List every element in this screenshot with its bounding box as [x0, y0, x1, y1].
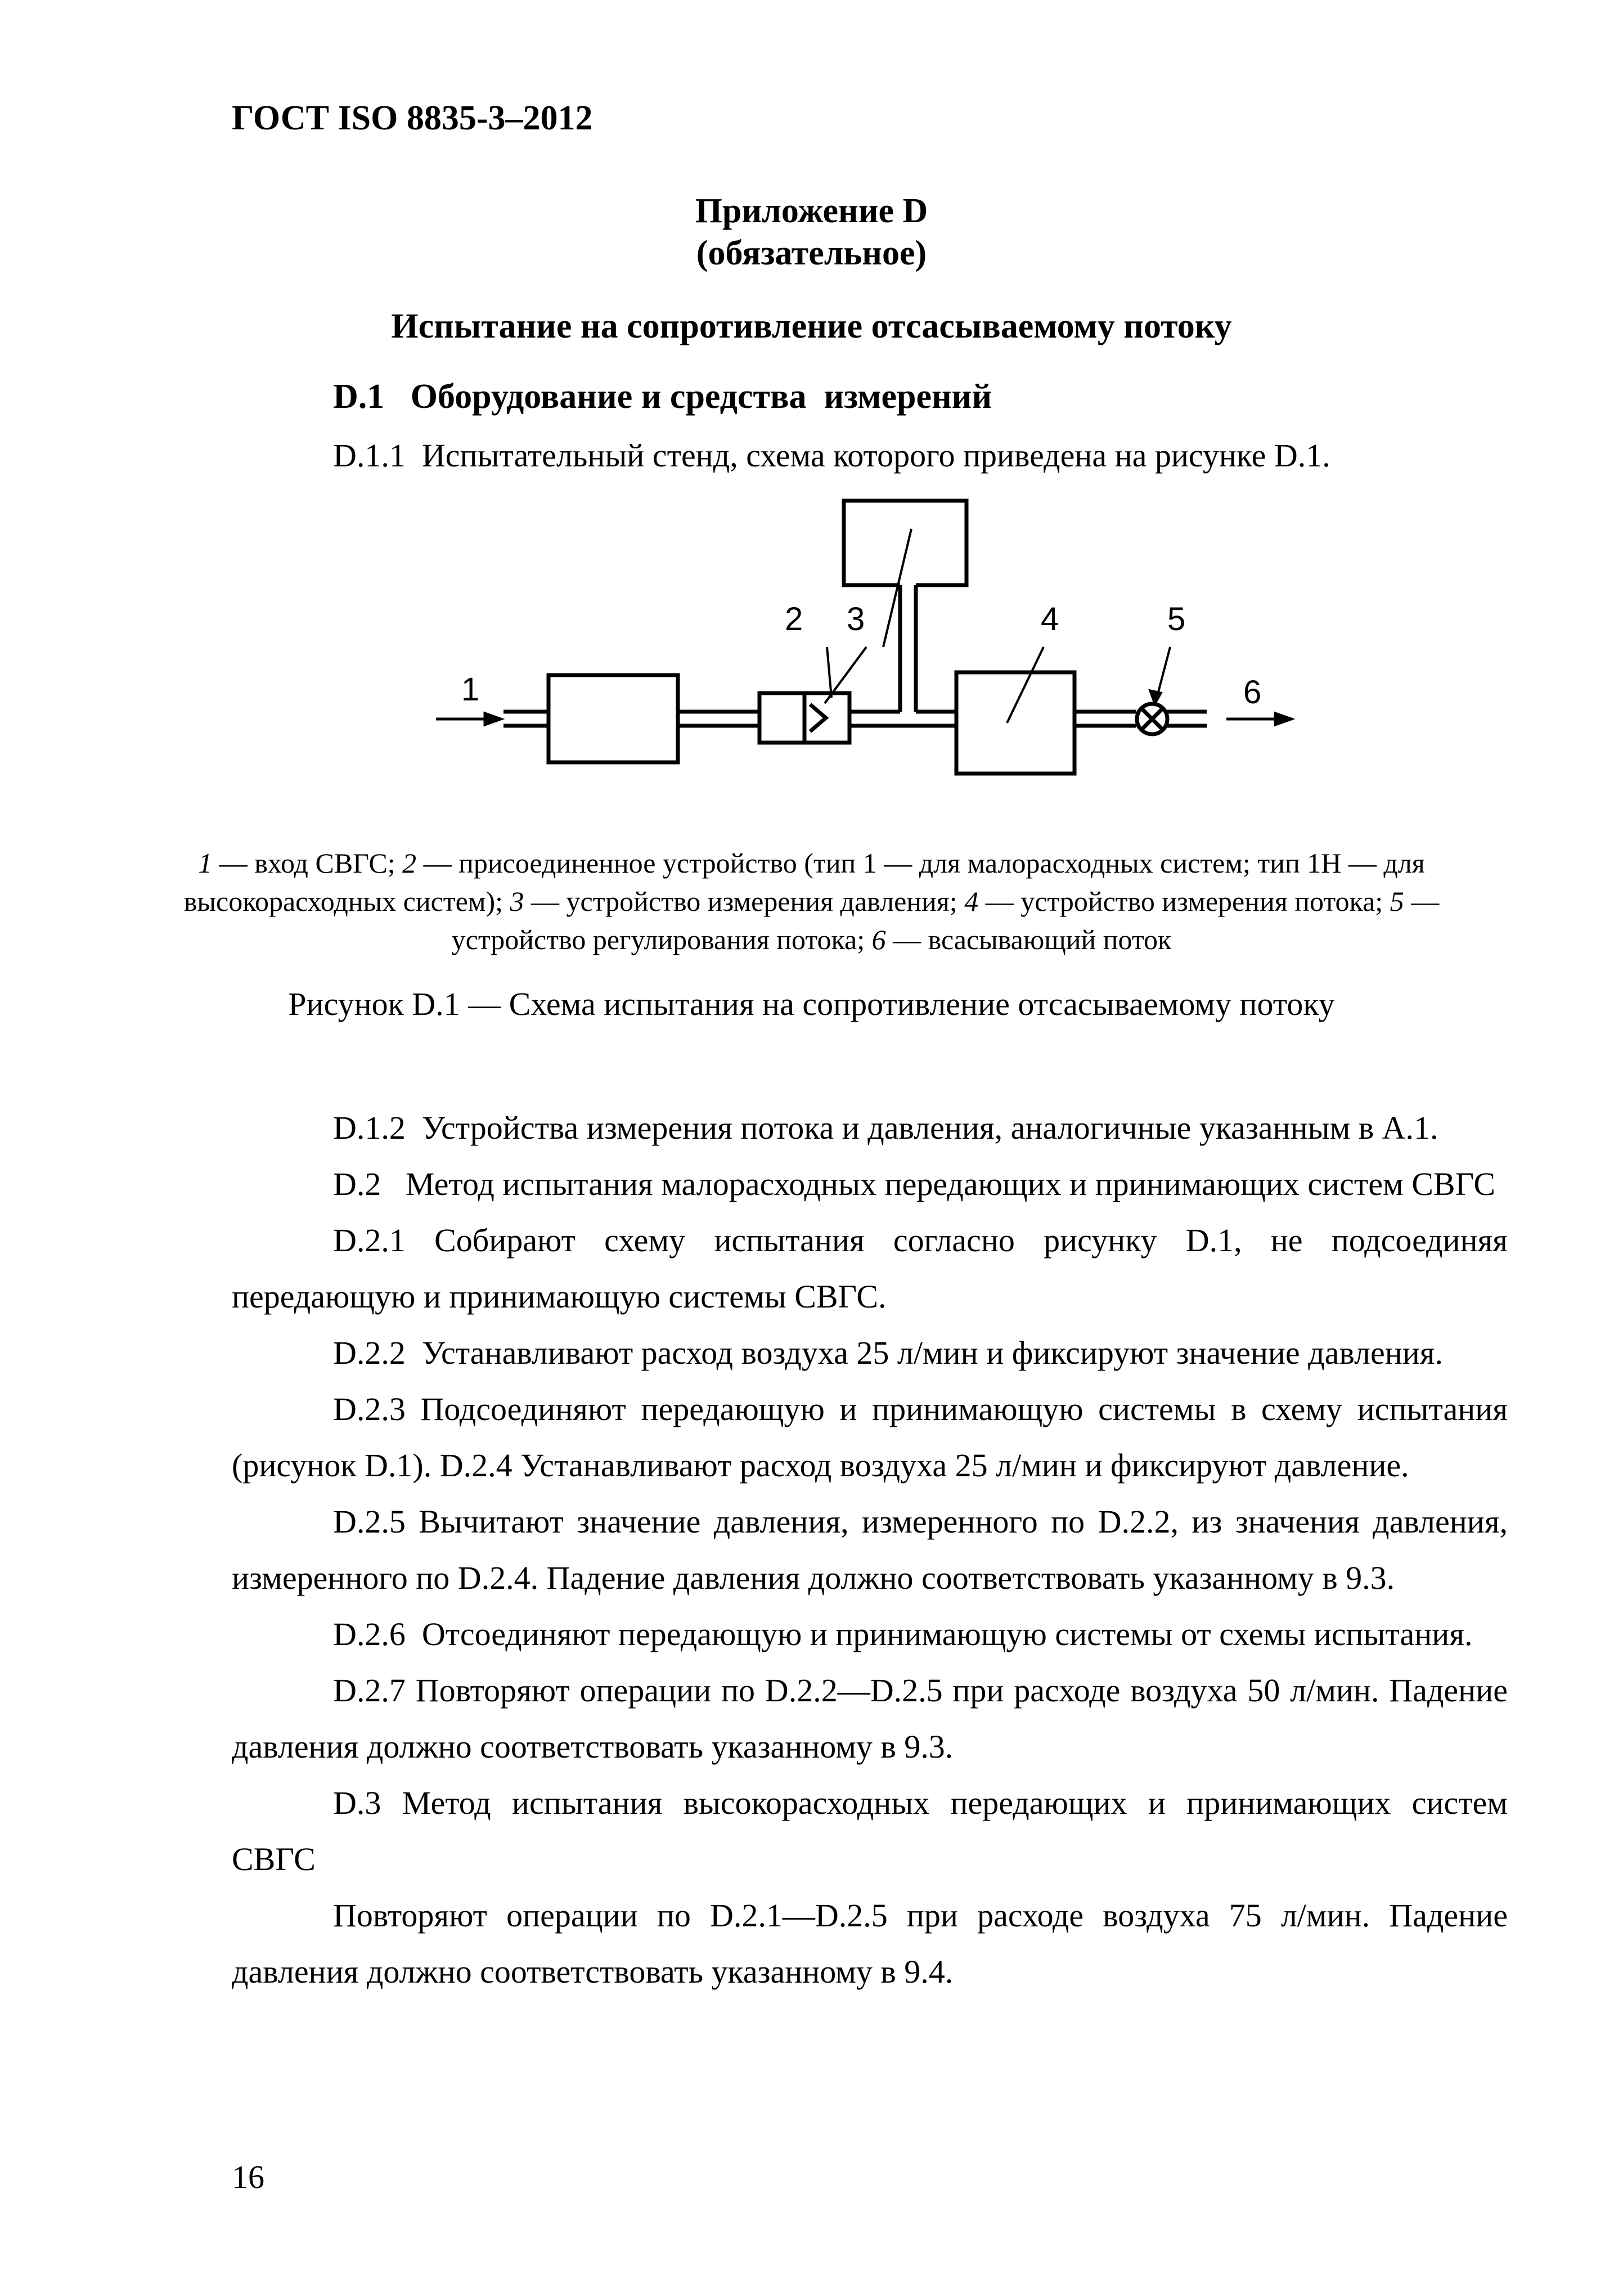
legend-text-2: — присоединенное устройство (тип 1 — для малорасходных систем; тип 1Н — для высокорасходных систем); — [183, 847, 1425, 917]
legend-num-5: 5 — [1390, 886, 1404, 917]
pressure-gauge-box — [844, 501, 966, 585]
paragraph-d2-3: D.2.3 Подсоединяют передающую и принимающую системы в схему испытания (рисунок D.1). D.2.4 Устанавливают расход воздуха 25 л/мин и фиксируют давление. — [232, 1391, 1508, 1484]
page-number: 16 — [232, 2159, 264, 2195]
paragraph-d1-2: D.1.2 Устройства измерения потока и давления, аналогичные указанным в А.1. — [333, 1109, 1438, 1146]
paragraph-d2-6: D.2.6 Отсоединяют передающую и принимающую системы от схемы испытания. — [333, 1616, 1473, 1652]
label-6: 6 — [1243, 674, 1262, 711]
label-2: 2 — [785, 601, 803, 637]
label-4: 4 — [1041, 601, 1059, 637]
paragraph-d2-1: D.2.1 Собирают схему испытания согласно рисунку D.1, не подсоединяя передающую и принимающую системы СВГС. — [232, 1222, 1508, 1315]
section-d1-heading: D.1 Оборудование и средства измерений — [333, 378, 992, 416]
paragraph-d3: Повторяют операции по D.2.1—D.2.5 при расходе воздуха 75 л/мин. Падение давления должно соответствовать указанному в 9.4. — [232, 1897, 1508, 1990]
document-header: ГОСТ ISO 8835-3–2012 — [232, 99, 593, 137]
legend-text-1: — вход СВГС; — [212, 847, 403, 879]
paragraph-d2-7: D.2.7 Повторяют операции по D.2.2—D.2.5 при расходе воздуха 50 л/мин. Падение давления должно соответствовать указанному в 9.3. — [232, 1672, 1508, 1765]
legend-text-4: — устройство измерения потока; — [978, 886, 1390, 917]
legend-num-2: 2 — [402, 847, 417, 879]
appendix-name: Испытание на сопротивление отсасываемому потоку — [391, 307, 1232, 345]
section-d3-heading: D.3 Метод испытания высокорасходных передающих и принимающих систем СВГС — [232, 1785, 1508, 1877]
section-d2-heading: D.2 Метод испытания малорасходных передающих и принимающих систем СВГС — [333, 1166, 1496, 1202]
label-5: 5 — [1167, 601, 1186, 637]
paragraph-d1-1: D.1.1 Испытательный стенд, схема которого приведена на рисунке D.1. — [333, 437, 1330, 474]
flow-meter-box — [956, 672, 1074, 774]
paragraph-d2-5: D.2.5 Вычитают значение давления, измеренного по D.2.2, из значения давления, измеренного по D.2.4. Падение давления должно соответствовать указанному в 9.3. — [232, 1503, 1508, 1596]
label-1: 1 — [461, 671, 480, 708]
flow-resistance-test-diagram — [0, 0, 1623, 844]
legend-text-5: — устройство регулирования потока; — [451, 886, 1440, 955]
legend-text-6: — всасывающий поток — [885, 924, 1172, 955]
appendix-status: (обязательное) — [696, 234, 927, 272]
inlet-box — [549, 675, 678, 762]
paragraph-d2-2: D.2.2 Устанавливают расход воздуха 25 л/мин и фиксируют значение давления. — [333, 1335, 1443, 1371]
appendix-title: Приложение D — [695, 192, 928, 230]
legend-num-1: 1 — [198, 847, 213, 879]
legend-num-3: 3 — [510, 886, 524, 917]
label-3: 3 — [847, 601, 865, 637]
legend-num-4: 4 — [964, 886, 979, 917]
legend-num-6: 6 — [871, 924, 886, 955]
legend-text-3: — устройство измерения давления; — [524, 886, 965, 917]
figure-legend — [0, 844, 1623, 959]
figure-caption: Рисунок D.1 — Схема испытания на сопротивление отсасываемому потоку — [288, 986, 1335, 1022]
connector-device — [759, 693, 804, 743]
